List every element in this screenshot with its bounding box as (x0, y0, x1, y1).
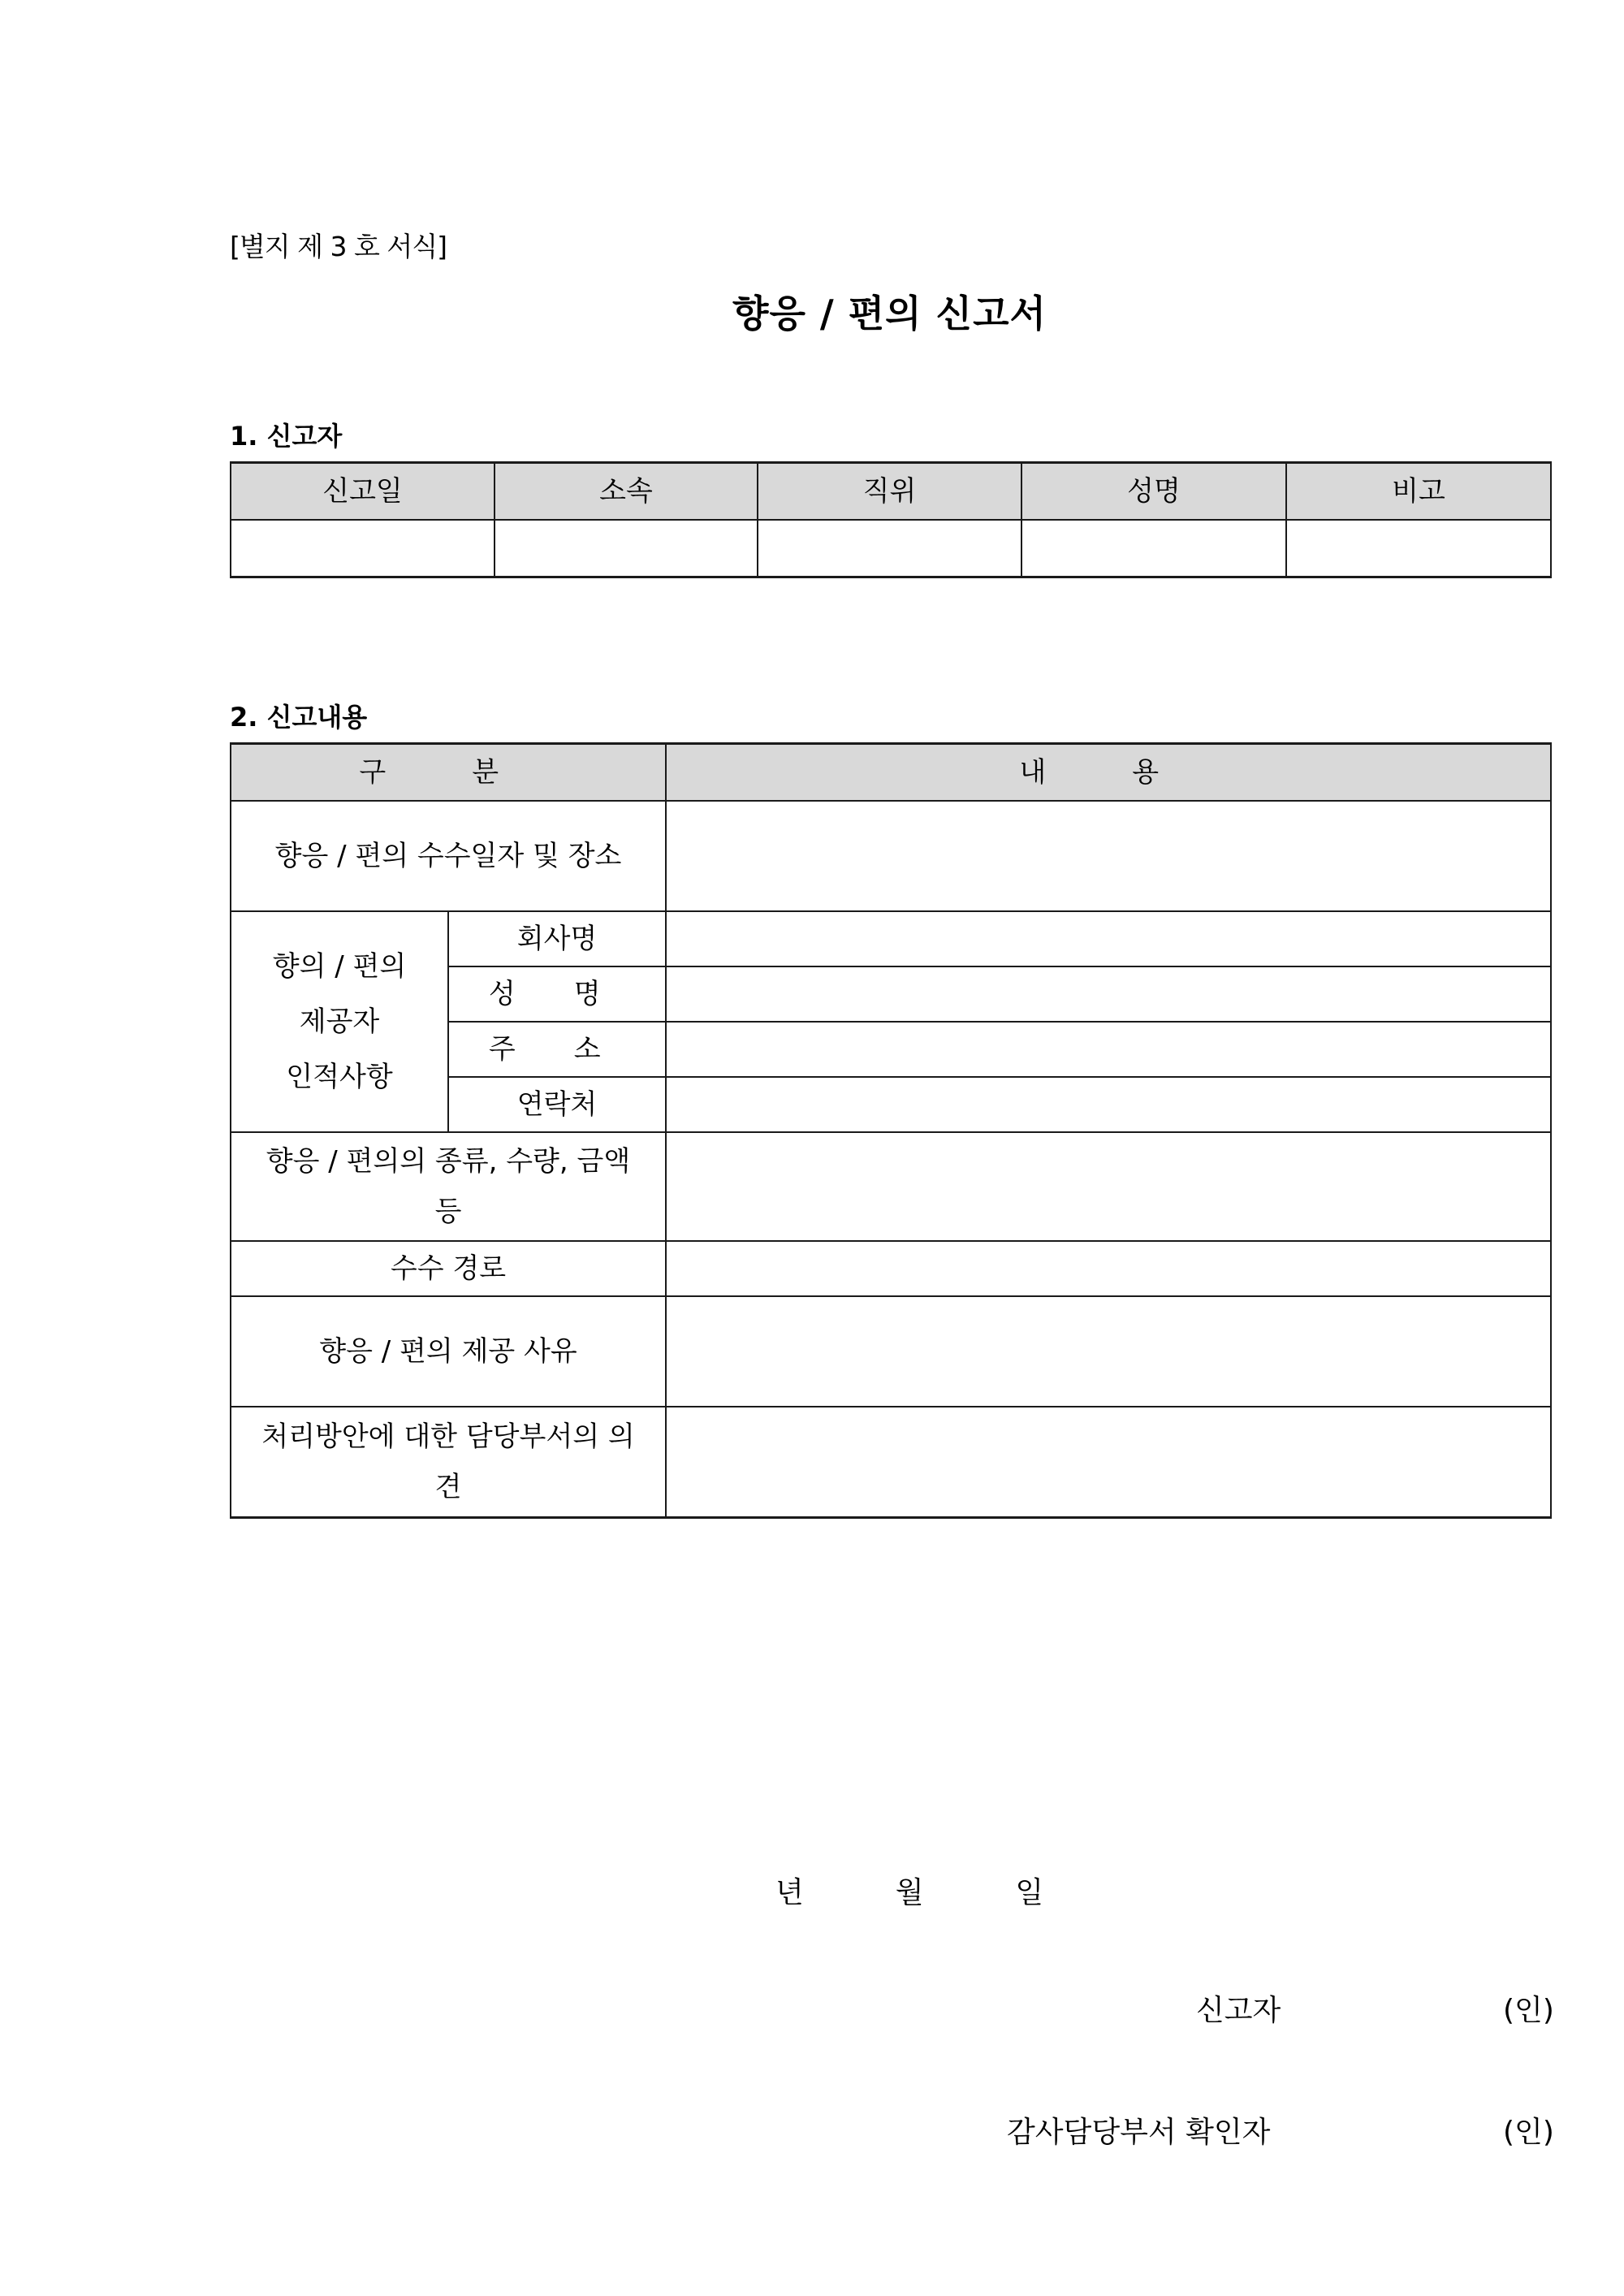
reporter-table (230, 461, 1552, 578)
day-label: 일 (1015, 1876, 1044, 1909)
column-header-name: 성명 (1021, 463, 1286, 521)
reason-field[interactable] (666, 1296, 1551, 1407)
table-row (231, 520, 1551, 577)
row-label-reason: 향응 / 편의 제공 사유 (231, 1296, 666, 1407)
report-content-table (230, 742, 1552, 1519)
column-header-remarks: 비고 (1286, 463, 1551, 521)
column-header-position: 직위 (758, 463, 1021, 521)
company-name-field[interactable] (666, 911, 1551, 966)
form-code-label: [별지 제 3 호 서식] (230, 231, 447, 262)
row-label-department-opinion (231, 1407, 666, 1517)
audit-confirmer-signature-label: 감사담당부서 확인자 (1007, 2116, 1271, 2149)
department-opinion-field[interactable] (666, 1407, 1551, 1517)
type-amount-field[interactable] (666, 1132, 1551, 1241)
position-field[interactable] (758, 520, 1021, 577)
page-title: 향응 / 편의 신고서 (732, 292, 1047, 335)
provider-label-line: 인적사항 (286, 1061, 393, 1093)
affiliation-field[interactable] (495, 520, 758, 577)
opinion-label-line: 견 (434, 1470, 462, 1503)
remarks-field[interactable] (1286, 520, 1551, 577)
address-field[interactable] (666, 1022, 1551, 1077)
table-row (231, 911, 1551, 966)
reporter-signature-label: 신고자 (1196, 1994, 1281, 2027)
provider-label-line: 제공자 (299, 1005, 380, 1038)
month-label: 월 (895, 1876, 924, 1909)
reporter-seal-mark[interactable]: (인) (1503, 1994, 1554, 2027)
opinion-label-line: 처리방안에 대한 담당부서의 의 (261, 1420, 635, 1453)
table-row (231, 801, 1551, 911)
row-label-address: 주 소 (448, 1022, 666, 1077)
section-heading-report-content: 2. 신고내용 (230, 702, 368, 733)
table-header-row (231, 463, 1551, 521)
column-header-report-date: 신고일 (231, 463, 495, 521)
row-label-provider-name: 성 명 (448, 966, 666, 1022)
provider-label-line: 향의 / 편의 (272, 950, 407, 983)
date-line (775, 1870, 1043, 1911)
type-amount-label-line: 등 (434, 1196, 462, 1228)
date-place-field[interactable] (666, 801, 1551, 911)
row-label-contact: 연락처 (448, 1077, 666, 1132)
table-header-row (231, 744, 1551, 802)
row-label-type-amount (231, 1132, 666, 1241)
section-heading-reporter: 1. 신고자 (230, 421, 343, 452)
audit-confirmer-seal-mark[interactable]: (인) (1503, 2116, 1554, 2149)
table-row (231, 1296, 1551, 1407)
contact-field[interactable] (666, 1077, 1551, 1132)
row-label-date-place: 향응 / 편의 수수일자 및 장소 (231, 801, 666, 911)
row-label-provider-info (231, 911, 448, 1132)
table-row (231, 1241, 1551, 1296)
report-date-field[interactable] (231, 520, 495, 577)
row-label-route: 수수 경로 (231, 1241, 666, 1296)
row-label-company-name: 회사명 (448, 911, 666, 966)
column-header-category: 구 분 (231, 744, 666, 802)
table-row (231, 1132, 1551, 1241)
type-amount-label-line: 향응 / 편의의 종류, 수량, 금액 (266, 1145, 631, 1178)
column-header-content: 내 용 (666, 744, 1551, 802)
provider-name-field[interactable] (666, 966, 1551, 1022)
year-label: 년 (775, 1876, 804, 1909)
column-header-affiliation: 소속 (495, 463, 758, 521)
route-field[interactable] (666, 1241, 1551, 1296)
table-row (231, 1407, 1551, 1517)
name-field[interactable] (1021, 520, 1286, 577)
